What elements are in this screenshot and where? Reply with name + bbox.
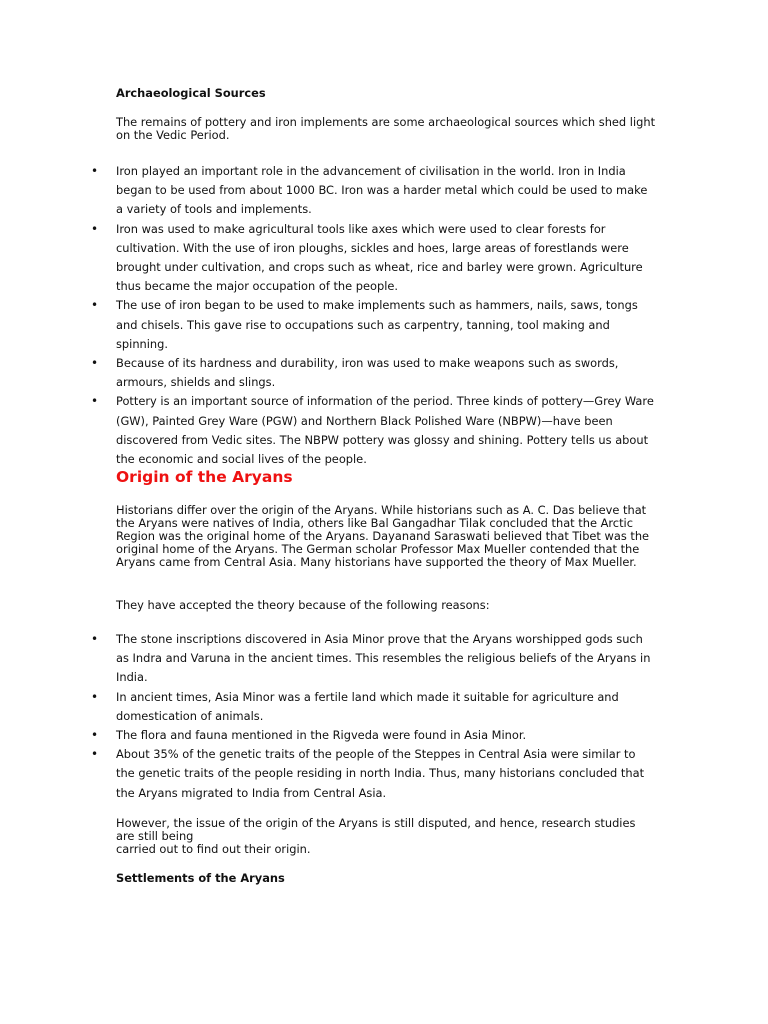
- list-item: • Pottery is an important source of information of the period. Three kinds of pottery—Grey Ware (GW), Painted Grey Ware (PGW) and Northern Black Polished Ware (NBPW)—have been discovered from Vedic sites. The NBPW pottery was glossy and shining. Pottery tells us about the economic and social lives of the people.: [0, 392, 656, 469]
- heading-settlements-of-aryans: Settlements of the Aryans: [116, 871, 285, 885]
- origin-paragraph: Historians differ over the origin of the Aryans. While historians such as A. C. Das believe that the Aryans were natives of India, others like Bal Gangadhar Tilak concluded that the Arctic Region was the original home of the Aryans. Dayanand Saraswati believed that Tibet was the original home of the Aryans. The German scholar Professor Max Mueller contended that the Aryans came from Central Asia. Many historians have supported the theory of Max Mueller.: [116, 503, 650, 569]
- disputed-line-2: carried out to find out their origin.: [116, 842, 311, 856]
- disputed-paragraph: [116, 817, 656, 856]
- list-item: • Because of its hardness and durability, iron was used to make weapons such as swords, armours, shields and slings.: [0, 354, 656, 392]
- reasons-bullet-list: [0, 630, 768, 803]
- list-item: • About 35% of the genetic traits of the people of the Steppes in Central Asia were similar to the genetic traits of the people residing in north India. Thus, many historians concluded that the Aryans migrated to India from Central Asia.: [0, 745, 656, 803]
- list-item: • The stone inscriptions discovered in Asia Minor prove that the Aryans worshipped gods such as Indra and Varuna in the ancient times. This resembles the religious beliefs of the Aryans in India.: [0, 630, 656, 688]
- iron-bullet-list: [0, 162, 768, 469]
- list-item: • In ancient times, Asia Minor was a fertile land which made it suitable for agriculture and domestication of animals.: [0, 688, 656, 726]
- list-item: • The flora and fauna mentioned in the Rigveda were found in Asia Minor.: [0, 726, 656, 745]
- list-item: • Iron played an important role in the advancement of civilisation in the world. Iron in India began to be used from about 1000 BC. Iron was a harder metal which could be used to make a variety of tools and implements.: [0, 162, 656, 220]
- reasons-intro-text: They have accepted the theory because of the following reasons:: [116, 598, 490, 612]
- disputed-line-1: However, the issue of the origin of the Aryans is still disputed, and hence, research studies are still being: [116, 816, 636, 843]
- heading-origin-of-aryans: Origin of the Aryans: [116, 468, 293, 486]
- list-item: • Iron was used to make agricultural tools like axes which were used to clear forests for cultivation. With the use of iron ploughs, sickles and hoes, large areas of forestlands were brought under cultivation, and crops such as wheat, rice and barley were grown. Agriculture thus became the major occupation of the people.: [0, 220, 656, 297]
- list-item: • The use of iron began to be used to make implements such as hammers, nails, saws, tongs and chisels. This gave rise to occupations such as carpentry, tanning, tool making and spinning.: [0, 296, 656, 354]
- archaeological-intro-paragraph: The remains of pottery and iron implements are some archaeological sources which shed light on the Vedic Period.: [116, 115, 656, 142]
- heading-archaeological-sources: Archaeological Sources: [116, 86, 266, 100]
